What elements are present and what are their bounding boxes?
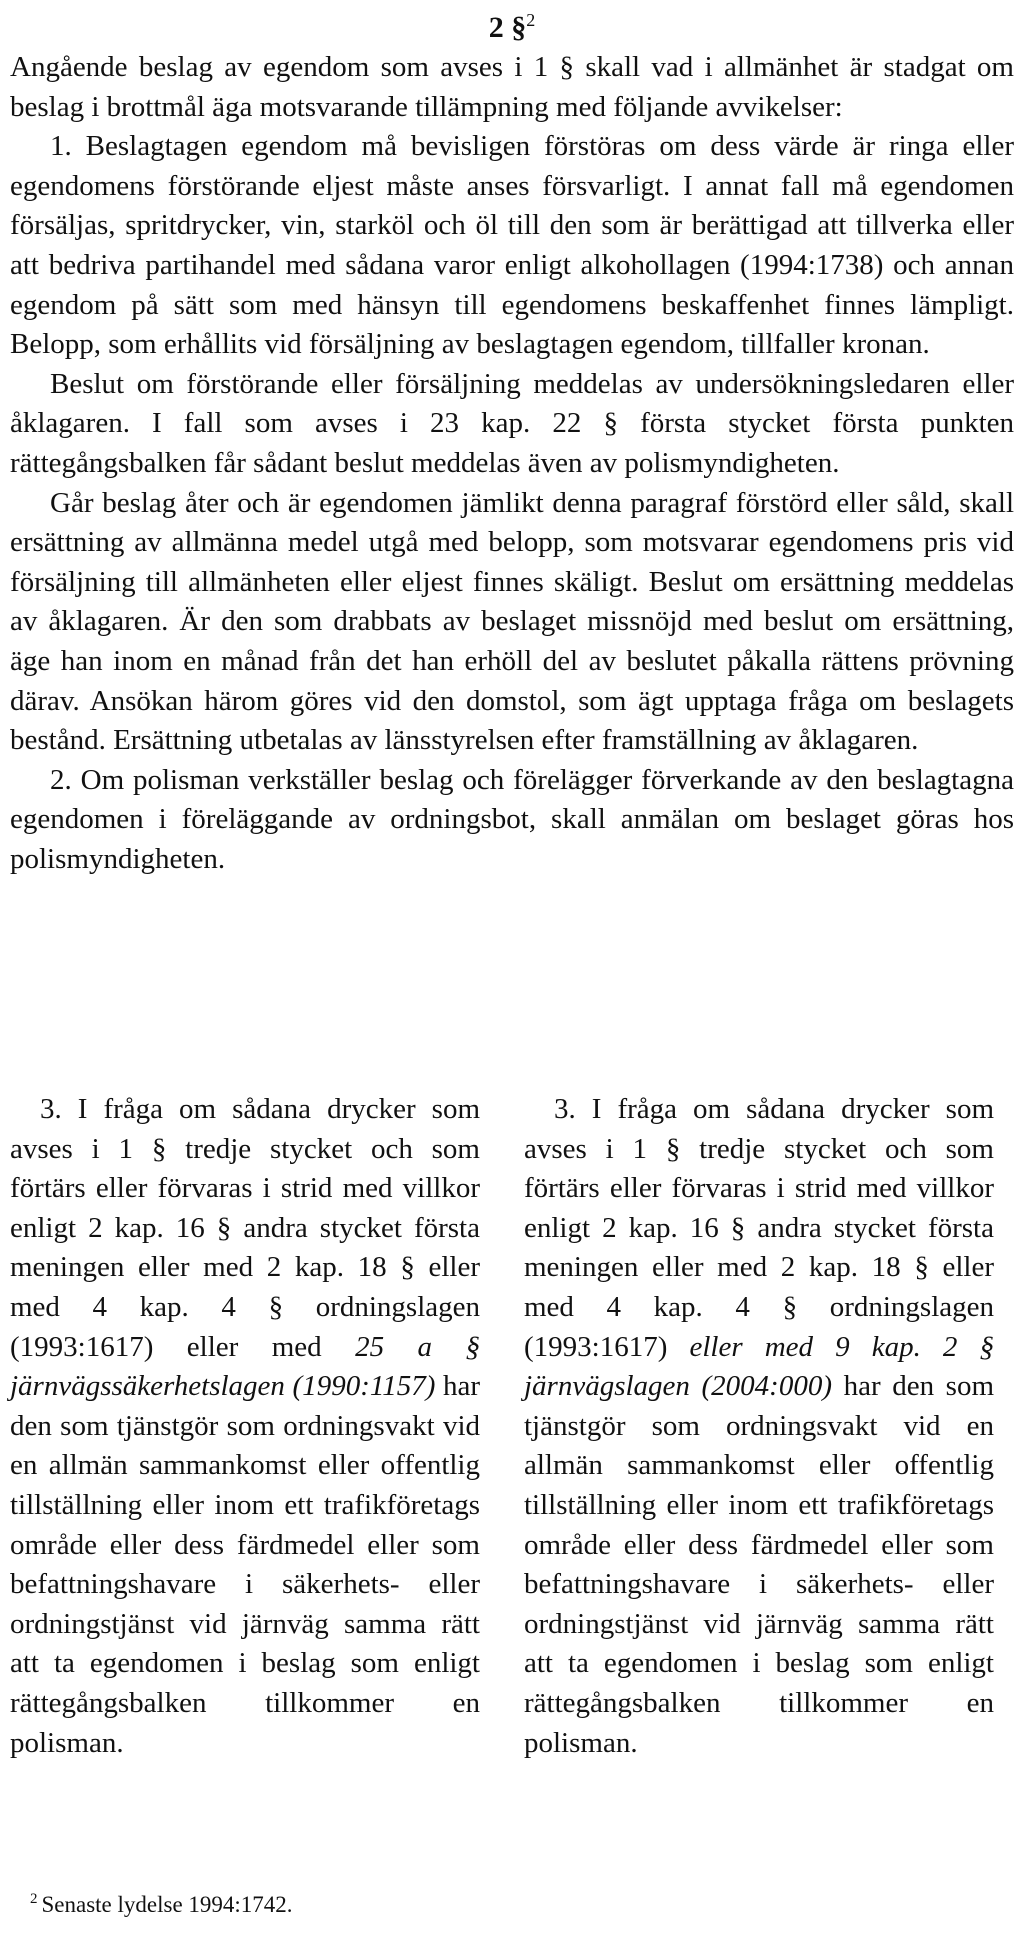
proposed-text-after: har den som tjänstgör som ordningsvakt vid en allmän sammankomst eller offentlig tillställning eller inom ett trafikföretags område eller dess färdmedel eller som befattningshavare i säkerhets- eller ordningstjänst vid järnväg samma rätt att ta egendomen i beslag som enligt rättegångsbalken tillkommer en polisman.	[524, 1370, 995, 1759]
current-item-3-paragraph	[10, 1090, 480, 1763]
footnote-reference: 2	[526, 10, 536, 30]
current-amended-text: 25 a § järnvägssäkerhetslagen (1990:1157)	[10, 1330, 480, 1403]
main-text	[10, 48, 1014, 879]
footnote-text: Senaste lydelse 1994:1742.	[41, 1892, 293, 1917]
proposed-amended-text: eller med 9 kap. 2 § järnvägslagen (2004:000)	[524, 1330, 994, 1403]
current-text-before: 3. I fråga om sådana drycker som avses i 1 § tredje stycket och som förtärs eller förvaras i strid med villkor enligt 2 kap. 16 § andra stycket första meningen eller med 2 kap. 18 § eller med 4 kap. 4 § ordningslagen (1993:1617) eller med	[10, 1093, 480, 1363]
item-2-paragraph: 2. Om polisman verkställer beslag och förelägger förverkande av den beslagtagna egendomen i föreläggande av ordningsbot, skall anmälan om beslaget göras hos polismyndigheten.	[10, 763, 1014, 875]
section-number: 2 §	[488, 11, 527, 44]
footnote	[30, 1890, 830, 1920]
compensation-paragraph: Går beslag åter och är egendomen jämlikt denna paragraf förstörd eller såld, skall ersättning av allmänna medel utgå med belopp, som motsvarar egendomens pris vid försäljning till allmänheten eller eljest finnes skäligt. Beslut om ersättning meddelas av åklagaren. Är den som drabbats av beslaget missnöjd med beslut om ersättning, äge han inom en månad från det han erhöll del av beslutet påkalla rättens prövning därav. Ansökan härom göres vid den domstol, som ägt upptaga fråga om beslagets bestånd. Ersättning utbetalas av länsstyrelsen efter framställning av åklagaren.	[10, 486, 1014, 757]
proposed-wording-column	[524, 1090, 994, 1763]
item-1-paragraph: 1. Beslagtagen egendom må bevisligen förstöras om dess värde är ringa eller egendomens förstörande eljest måste anses försvarligt. I annat fall må egendomen försäljas, spritdrycker, vin, starköl och öl till den som är berättigad att tillverka eller att bedriva partihandel med sådana varor enligt alkohollagen (1994:1738) och annan egendom på sätt som med hänsyn till egendomens beskaffenhet finnes lämpligt. Belopp, som erhållits vid försäljning av beslagtagen egendom, tillfaller kronan.	[10, 130, 1014, 361]
decision-paragraph: Beslut om förstörande eller försäljning meddelas av undersökningsledaren eller åklagaren. I fall som avses i 23 kap. 22 § första stycket första punkten rättegångsbalken får sådant beslut meddelas även av polismyndigheten.	[10, 367, 1014, 479]
intro-paragraph: Angående beslag av egendom som avses i 1 § skall vad i allmänhet är stadgat om beslag i brottmål äga motsvarande tillämpning med följande avvikelser:	[10, 51, 1014, 123]
section-heading	[0, 8, 1024, 48]
proposed-text-before: 3. I fråga om sådana drycker som avses i 1 § tredje stycket och som förtärs eller förvaras i strid med villkor enligt 2 kap. 16 § andra stycket första meningen eller med 2 kap. 18 § eller med 4 kap. 4 § ordningslagen (1993:1617)	[524, 1093, 994, 1363]
current-wording-column	[10, 1090, 480, 1763]
footnote-marker: 2	[30, 1891, 38, 1908]
proposed-item-3-paragraph	[524, 1090, 994, 1763]
current-text-after: har den som tjänstgör som ordningsvakt vid en allmän sammankomst eller offentlig tillställning eller inom ett trafikföretags område eller dess färdmedel eller som befattningshavare i säkerhets- eller ordningstjänst vid järnväg samma rätt att ta egendomen i beslag som enligt rättegångsbalken tillkommer en polisman.	[10, 1370, 480, 1759]
